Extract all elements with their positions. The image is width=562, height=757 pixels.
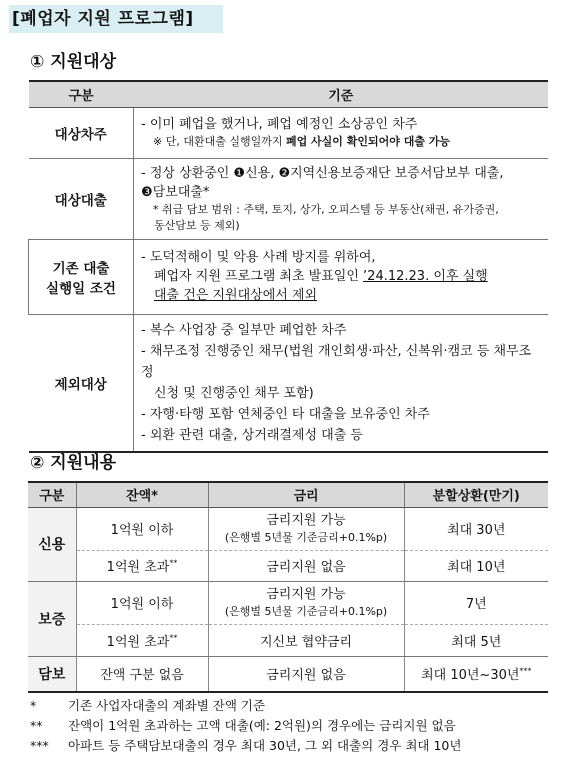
group-label-credit: 신용 — [28, 507, 76, 581]
target-loan-note1: * 취급 담보 범위 : 주택, 토지, 상가, 오피스텔 등 부동산(채권, 유가증권, — [153, 202, 499, 216]
section1-title: ① 지원대상 — [30, 52, 116, 72]
footnote — [30, 736, 461, 756]
existing-loan-line1: - 도덕적해이 및 악용 사례 방지를 위하여, — [141, 250, 376, 265]
header-category: 구분 — [29, 81, 134, 107]
target-loan-desc — [134, 158, 549, 239]
rate-sub-text: (은행별 5년물 기준금리+0.1%p) — [224, 530, 388, 544]
target-loan-note2: 동산담보 등 제외) — [154, 218, 240, 232]
existing-loan-line2 — [141, 267, 542, 286]
table-row — [29, 239, 549, 314]
rate-text: 금리지원 가능 — [266, 512, 346, 528]
exclusion-item: 신청 및 진행중인 채무 포함) — [154, 385, 314, 401]
group-label-guarantee: 보증 — [28, 581, 76, 656]
term-text: 최대 10년~30년 — [421, 668, 520, 684]
row-label-exclusions: 제외대상 — [29, 314, 134, 452]
exclusion-item: - 채무조정 진행중인 채무(법원 개인회생·파산, 신복위·캠코 등 채무조정 — [141, 343, 532, 380]
table-row — [28, 656, 548, 692]
table-row — [28, 550, 548, 581]
footnote — [30, 696, 461, 716]
rate-cell — [208, 507, 404, 550]
footnote-mark: *** — [519, 666, 532, 676]
table-row — [29, 314, 549, 452]
eligibility-table — [28, 80, 548, 453]
footnote-mark: ** — [169, 633, 178, 643]
footnote-mark: ** — [169, 558, 178, 568]
header-rate: 금리 — [208, 482, 404, 507]
existing-loan-desc — [134, 239, 549, 314]
term-cell: 7년 — [404, 581, 548, 624]
row-label-target-borrower: 대상차주 — [29, 107, 134, 158]
rate-sub-text: (은행별 5년물 기준금리+0.1%p) — [224, 604, 388, 618]
page-title-box — [9, 5, 223, 33]
term-cell: 최대 5년 — [404, 624, 548, 656]
footnote-text: 기존 사업자대출의 계좌별 잔액 기준 — [68, 698, 266, 713]
support-table — [28, 481, 548, 693]
footnote-text: 아파트 등 주택담보대출의 경우 최대 30년, 그 외 대출의 경우 최대 10년 — [68, 738, 462, 753]
footnotes — [30, 696, 461, 756]
term-cell: 최대 30년 — [404, 507, 548, 550]
balance-text: 1억원 초과 — [106, 560, 170, 575]
section2-title: ② 지원내용 — [30, 453, 116, 473]
table-row — [28, 507, 548, 550]
rate-cell: 금리지원 없음 — [208, 550, 404, 581]
balance-text: 1억원 초과 — [106, 634, 170, 650]
footnote-mark: * — [30, 698, 37, 713]
balance-cell: 1억원 이하 — [76, 581, 208, 624]
target-borrower-note — [141, 134, 542, 150]
exclusions-desc — [134, 314, 549, 452]
balance-cell — [76, 624, 208, 656]
rate-text: 금리지원 가능 — [266, 586, 346, 602]
balance-cell — [76, 550, 208, 581]
table-row — [29, 107, 549, 158]
header-category: 구분 — [28, 482, 76, 507]
row-label-existing-loan — [29, 239, 134, 314]
footnote-text: 잔액이 1억원 초과하는 고액 대출(예: 2억원)의 경우에는 금리지원 없음 — [68, 718, 456, 733]
header-term: 분할상환(만기) — [404, 482, 548, 507]
balance-cell: 1억원 이하 — [76, 507, 208, 550]
existing-loan-line2-underline: ’24.12.23. 이후 실행 — [363, 269, 488, 284]
term-cell: 최대 10년 — [404, 550, 548, 581]
row-label-target-loan: 대상대출 — [29, 158, 134, 239]
table-row — [28, 624, 548, 656]
term-cell — [404, 656, 548, 692]
existing-loan-label2: 실행일 조건 — [46, 280, 116, 297]
exclusion-item: - 자행·타행 포함 연체중인 타 대출을 보유중인 차주 — [141, 406, 430, 422]
note-prefix: ※ 단, 대환대출 실행일까지 — [153, 135, 286, 148]
existing-loan-label1: 기존 대출 — [52, 260, 110, 277]
rate-cell — [208, 581, 404, 624]
table-row — [28, 581, 548, 624]
table-header-row — [29, 81, 549, 107]
balance-cell: 잔액 구분 없음 — [76, 656, 208, 692]
header-criteria: 기준 — [134, 81, 549, 107]
header-balance: 잔액* — [76, 482, 208, 507]
existing-loan-line3: 대출 건은 지원대상에서 제외 — [154, 288, 318, 303]
footnote-mark: *** — [30, 738, 49, 753]
group-label-collateral: 담보 — [28, 656, 76, 692]
target-loan-line1: - 정상 상환중인 ❶신용, ❷지역신용보증재단 보증서담보부 대출, — [141, 165, 504, 181]
existing-loan-line2-prefix: 폐업자 지원 프로그램 최초 발표일인 — [154, 269, 364, 284]
target-borrower-line1: - 이미 폐업을 했거나, 폐업 예정인 소상공인 차주 — [141, 117, 418, 132]
page-title: [폐업자 지원 프로그램] — [12, 9, 194, 29]
target-borrower-desc — [134, 107, 549, 158]
table-header-row — [28, 482, 548, 507]
note-bold: 폐업 사실이 확인되어야 대출 가능 — [285, 135, 451, 148]
table-row — [29, 158, 549, 239]
exclusion-item: - 복수 사업장 중 일부만 폐업한 차주 — [141, 322, 347, 338]
footnote — [30, 716, 461, 736]
target-loan-line2: ❸담보대출* — [141, 184, 210, 200]
rate-cell: 지신보 협약금리 — [208, 624, 404, 656]
rate-cell: 금리지원 없음 — [208, 656, 404, 692]
footnote-mark: ** — [30, 718, 43, 733]
exclusion-item: - 외환 관련 대출, 상거래결제성 대출 등 — [141, 427, 363, 443]
